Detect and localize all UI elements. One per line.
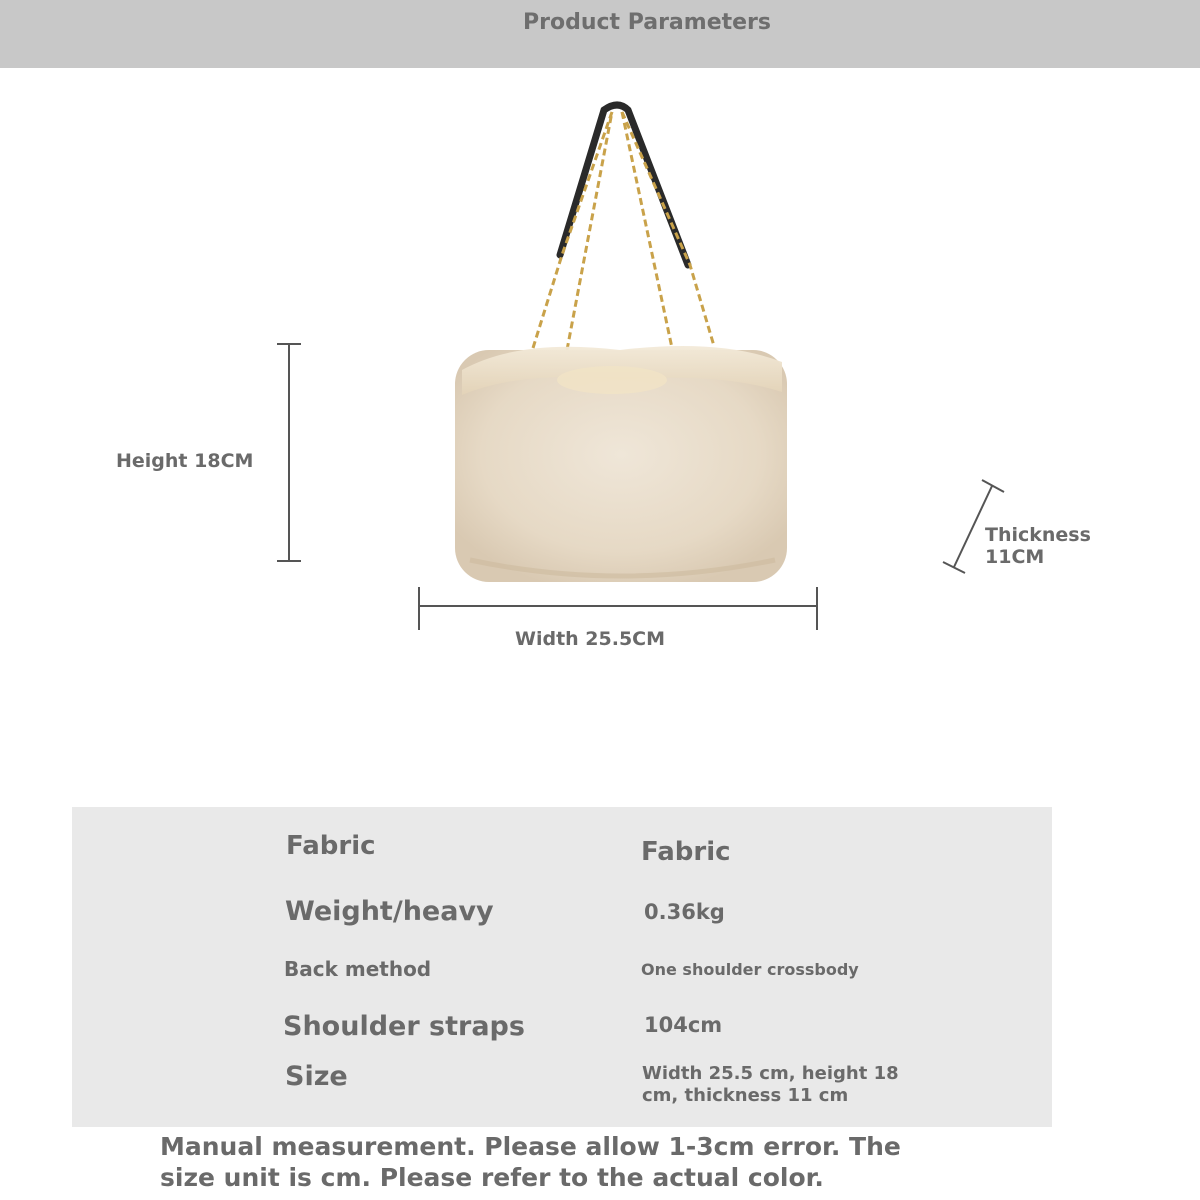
parameters-panel bbox=[72, 807, 1052, 1127]
param-value-fabric: Fabric bbox=[641, 837, 731, 867]
param-label-shoulder-straps: Shoulder straps bbox=[283, 1011, 525, 1042]
param-label-size: Size bbox=[285, 1061, 348, 1092]
product-photo bbox=[0, 68, 1200, 768]
param-label-back-method: Back method bbox=[284, 957, 432, 981]
fur-bag bbox=[455, 346, 787, 582]
param-label-fabric: Fabric bbox=[286, 831, 376, 861]
param-value-weight: 0.36kg bbox=[644, 900, 725, 924]
param-value-size: Width 25.5 cm, height 18 cm, thickness 11 cm bbox=[642, 1063, 899, 1106]
width-label: Width 25.5CM bbox=[515, 628, 666, 650]
height-guide bbox=[277, 344, 301, 561]
width-guide bbox=[419, 587, 817, 630]
page-title: Product Parameters bbox=[522, 10, 771, 35]
thickness-label-line2: 11CM bbox=[985, 546, 1045, 568]
param-label-weight: Weight/heavy bbox=[285, 896, 494, 927]
thickness-label-line1: Thickness bbox=[985, 524, 1091, 546]
param-value-shoulder-straps: 104cm bbox=[644, 1013, 723, 1037]
measurement-note: Manual measurement. Please allow 1-3cm error. The size unit is cm. Please refer to the actual color. bbox=[160, 1132, 901, 1192]
header-bar bbox=[0, 0, 1200, 68]
param-value-back-method: One shoulder crossbody bbox=[641, 960, 859, 979]
height-label: Height 18CM bbox=[116, 450, 254, 472]
chain-strap bbox=[533, 112, 714, 350]
shoulder-strap bbox=[560, 105, 688, 265]
